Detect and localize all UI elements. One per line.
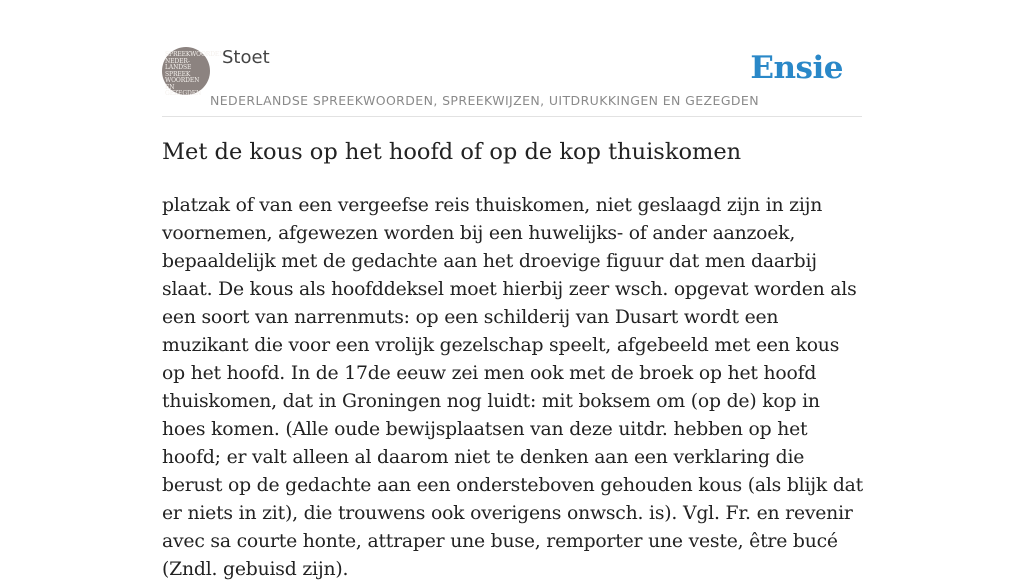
source-header xyxy=(162,44,862,117)
source-subtitle: NEDERLANDSE SPREEKWOORDEN, SPREEKWIJZEN, UITDRUKKINGEN EN GEZEGDEN xyxy=(210,93,759,108)
avatar-cover-text: SPREEKWOORDEN NEDER- LANDSE SPREEK WOORDEN EN GEZEGDEN xyxy=(165,51,225,97)
source-avatar[interactable] xyxy=(162,47,225,97)
article-body: platzak of van een vergeefse reis thuiskomen, niet geslaagd zijn in zijn voornemen, afgewezen worden bij een huwelijks- of ander aanzoek, bepaaldelijk met de gedachte aan het droevige figuur dat men daarbij slaat. De kous als hoofddeksel moet hierbij zeer wsch. opgevat worden als een soort van narrenmuts: op een schilderij van Dusart wordt een muzikant die voor een vrolijk gezelschap speelt, afgebeeld met een kous op het hoofd. In de 17de eeuw zei men ook met de broek op het hoofd thuiskomen, dat in Groningen nog luidt: mit boksem om (op de) kop in hoes komen. (Alle oude bewijsplaatsen van deze uitdr. hebben op het hoofd; er valt alleen al daarom niet te denken aan een verklaring die berust op de gedachte aan een ondersteboven gehouden kous (als blijk dat er niets in zit), die trouwens ook overigens onwsch. is). Vgl. Fr. en revenir avec sa courte honte, attraper une buse, remporter une veste, être bucé (Zndl. gebuisd zijn). xyxy=(162,195,864,580)
source-name[interactable]: Stoet xyxy=(222,47,270,68)
article-title: Met de kous op het hoofd of op de kop thuiskomen xyxy=(162,139,742,165)
ensie-logo[interactable]: Ensie xyxy=(750,50,843,86)
